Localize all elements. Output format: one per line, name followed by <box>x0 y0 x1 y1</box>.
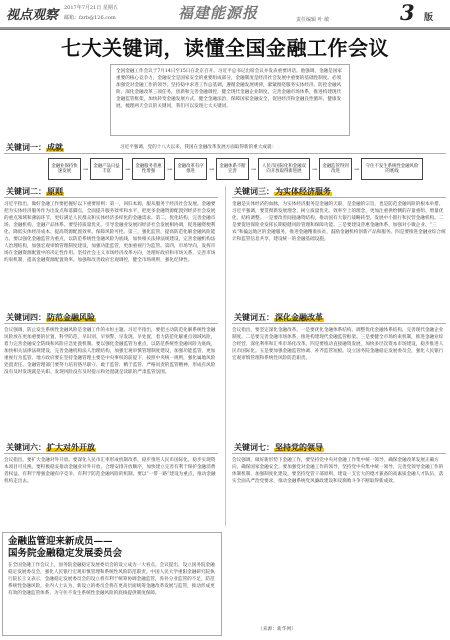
column-divider <box>225 186 226 526</box>
section-1-keyword: 成就 <box>47 143 63 152</box>
arrow-right-icon: → <box>167 166 173 173</box>
section-3-heading <box>232 186 332 197</box>
section-5-label: 关键词五： <box>234 313 274 322</box>
editor-credit: 责任编辑 叶 敏 <box>296 17 330 23</box>
section-3-rule <box>232 197 446 198</box>
page-number: 3 <box>400 0 415 25</box>
arrow-right-icon: → <box>354 166 360 173</box>
page-suffix: 版 <box>424 13 434 23</box>
section-1-text: 习近平强调，党的十八大以来，我国在金融改革发展方面取得新的重大成就： <box>120 145 277 150</box>
achievements-flow <box>48 158 446 180</box>
source-credit: （来源：新华网） <box>257 627 297 632</box>
committee-text: 在全国金融工作会议上，国务院金融稳定发展委员会的设立成为一大看点。会议提出，设立国务院金融稳定发展委员会，强化人民银行宏观审慎管理和系统性风险防范职责。中国人民大学重阳金融研究院执行院长王文表示，金融稳定发展委员会的设立将有利于统筹协调金融监管，弥补分业监管的不足，防范系统性金融风险。业内人士认为，新设立的委员会将在更高层面统筹金融改革发展与监管，推动形成更有效的金融监管体系，为守住不发生系统性金融风险的底线提供制度保障。 <box>8 563 215 596</box>
achievement-box-2: 金融产品日益丰富 <box>90 158 123 180</box>
contact-email: 邮箱：fzrb@126.com <box>64 15 116 21</box>
section-4-heading <box>4 312 96 323</box>
arrow-right-icon: → <box>209 166 215 173</box>
section-6-heading <box>4 442 96 453</box>
intro-box: 全国金融工作会议于7月14日至15日在北京召开。习近平总书记出席会议并发表重要讲话。他强调，金融是国家重要的核心竞争力，金融安全是国家安全的重要组成部分，金融制度是经济社会发展中重要的基础性制度。必须加强党对金融工作的领导，坚持稳中求进工作总基调，遵循金融发展规律，紧紧围绕服务实体经济、防控金融风险、深化金融改革三项任务，创新和完善金融调控，健全现代金融企业制度，完善金融市场体系，推进构建现代金融监管框架，加快转变金融发展方式，健全金融法治，保障国家金融安全，促进经济和金融良性循环、健康发展。梳理两天会议的关键词，我们可以发现七大关键词。 <box>110 64 350 136</box>
section-4-keyword: 防范金融风险 <box>47 313 95 322</box>
committee-sidebar <box>2 532 222 636</box>
achievement-box-1: 金融业保持快速发展 <box>48 158 81 180</box>
section-3-text: 金融是实体经济的血脉，为实体经济服务是金融的天职，是金融的宗旨，也是防范金融风险的根本举措。习近平强调，要贯彻新发展理念，树立质量优先、效率至上的理念，更加注重供给侧的存量重组、增量优化、结构调整。一是要改善间接融资结构，推动国有大银行战略转型，发展中小银行和民营金融机构。二是要促进保险业发挥长期稳健风险管理和保障功能。三是要建设普惠金融体系，加强对小微企业、“三农”和偏远地区的金融服务，推进金融精准扶贫，鼓励金融机构创新产品和服务。四是要推进金融业综合统计和监管信息共享，建设统一的金融基础设施。 <box>232 202 446 242</box>
section-4-label: 关键词四： <box>6 313 46 322</box>
achievement-box-3: 金融服务普惠性增强 <box>132 158 165 180</box>
section-5-heading <box>232 312 324 323</box>
achievement-box-4: 金融改革有序推进 <box>174 158 207 180</box>
section-2-rule <box>4 197 218 198</box>
section-2-text: 习近平指出，做好金融工作要把握好以下重要原则：第一，回归本源，服从服务于经济社会发展。金融要把为实体经济服务作为出发点和落脚点，全面提升服务效率和水平，把更多金融资源配置到经济社会发展的重点领域和薄弱环节，更好满足人民群众和实体经济多样化的金融需求。第二，优化结构，完善金融市场、金融机构、金融产品体系。要坚持质量优先，引导金融业发展同经济社会发展相协调，促进融资便利化、降低实体经济成本、提高资源配置效率、保障风险可控。第三，强化监管，提高防范化解金融风险能力。要以强化金融监管为重点，以防范系统性金融风险为底线，加快相关法律法规建设，完善金融机构法人治理结构，加强宏观审慎管理制度建设，加强功能监管，更加重视行为监管。第四，市场导向，发挥市场在金融资源配置中的决定性作用。坚持社会主义市场经济改革方向，处理好政府和市场关系，完善市场约束机制，提高金融资源配置效率。加强和改善政府宏观调控，健全市场规则，强化纪律性。 <box>4 202 216 263</box>
section-7-rule <box>232 453 446 454</box>
section-5-keyword: 深化金融改革 <box>275 313 323 322</box>
section-6-rule <box>4 453 218 454</box>
issue-date: 2017年7月21日 星期五 <box>64 5 118 11</box>
section-6-text: 会议指出，要扩大金融对外开放。要深化人民币汇率形成机制改革，稳步推进人民币国际化，稳步实现资本项目可兑换。要积极稳妥推动金融业对外开放，合理安排开放顺序，加快建立完善有利于保护金融消费者权益、有利于增强金融有序竞争、有利于防范金融风险的机制。要以“一带一路”建设为重点，推动金融机构走出去。 <box>4 458 216 484</box>
committee-title-line2: 国务院金融稳定发展委员会 <box>8 548 123 559</box>
section-name: 视点观察 <box>6 8 59 23</box>
section-3-label: 关键词三： <box>234 187 274 196</box>
section-5-rule <box>232 323 446 324</box>
section-4-rule <box>4 323 218 324</box>
section-5-text: 会议指出，要坚定深化金融改革。一是要优化金融体系结构，调整优化金融体系结构，完善现代金融企业制度。二是要完善金融市场体系，推进构建现代金融监管框架。三是要健全市场约束机制，推进金融业综合经营，深化利率和汇率市场化改革。四是要推动直接融资发展，加快多层次资本市场建设，稳步推进人民币国际化。五是要加强金融监管协调、补齐监管短板。设立国务院金融稳定发展委员会，强化人民银行宏观审慎管理和系统性风险防范职责。 <box>232 328 444 361</box>
section-2-keyword: 原则 <box>47 187 63 196</box>
header-rule <box>0 27 450 29</box>
arrow-right-icon: → <box>312 166 318 173</box>
committee-title-line1: 金融监管迎来新成员—— <box>8 536 113 547</box>
achievement-box-6: 人民币国际化和金融双向开放取得新进展 <box>258 158 310 180</box>
achievement-box-8: 守住不发生系统性金融风险的底线 <box>361 158 423 180</box>
section-2-heading <box>4 186 64 197</box>
section-2-label: 关键词二： <box>6 187 46 196</box>
page-header <box>0 0 450 30</box>
section-7-keyword: 坚持党的领导 <box>275 443 323 452</box>
section-6-keyword: 扩大对外开放 <box>47 443 95 452</box>
section-7-text: 会议强调，做好新形势下金融工作，要坚持党中央对金融工作集中统一领导，确保金融改革发展正确方向，确保国家金融安全。要加强党对金融工作的领导，坚持党中央集中统一领导，完善党领导金融工作的体制机制，加强制度化建设。要坚持党管干部原则，建设一支宏大的德才兼备的高素质金融人才队伍，落实全面从严治党要求，推动金融系统党风廉政建设和反腐败斗争不断取得新成效。 <box>232 458 444 484</box>
section-7-heading <box>232 442 324 453</box>
arrow-right-icon: → <box>83 166 89 173</box>
section-4-text: 会议强调，防止发生系统性金融风险是金融工作的永恒主题。习近平指出，要把主动防范化解系统性金融风险放在更加重要的位置，科学防范，早识别、早预警、早发现、早处置，着力防范化解重点领域风险，着力完善金融安全防线和风险应急处置机制。要以强化金融监管为重点，以防范系统性金融风险为底线，加快相关法律法规建设，完善金融机构法人治理结构，加强宏观审慎管理制度建设，加强功能监管，更加重视行为监管。地方政府要在坚持金融管理主要是中央事权的前提下，按照中央统一规则，强化属地风险处置责任。金融管理部门要努力培育恪尽职守、敢于监管、精于监管、严格问责的监管精神，形成有风险没有及时发现就是失职、发现风险没有及时提示和处置就是渎职的严肃监管氛围。 <box>4 328 216 375</box>
headline: 七大关键词，读懂全国金融工作会议 <box>61 36 389 60</box>
arrow-right-icon: → <box>125 166 131 173</box>
achievement-box-7: 金融监管得到改进 <box>319 158 352 180</box>
section-7-label: 关键词七： <box>234 443 274 452</box>
section-1-label: 关键词一： <box>6 143 46 152</box>
arrow-right-icon: → <box>251 166 257 173</box>
section-6-label: 关键词六： <box>6 443 46 452</box>
newspaper-name: 福建能源报 <box>178 4 259 22</box>
section-3-keyword: 为实体经济服务 <box>275 187 331 196</box>
achievement-box-5: 金融体系不断完善 <box>216 158 249 180</box>
section-1-heading <box>4 142 64 153</box>
